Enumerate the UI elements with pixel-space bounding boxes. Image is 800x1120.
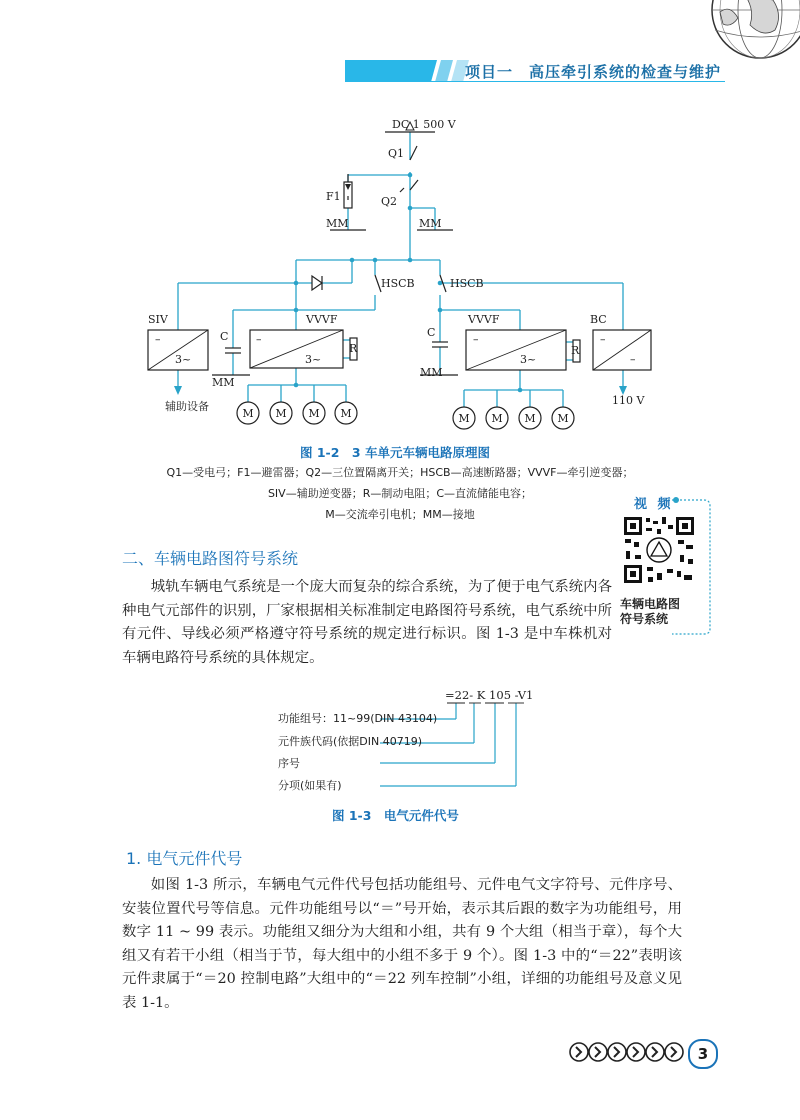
globe-icon bbox=[705, 0, 800, 62]
svg-text:MM: MM bbox=[326, 217, 349, 230]
svg-text:–: – bbox=[256, 333, 262, 346]
svg-text:M: M bbox=[308, 407, 320, 420]
section-2-title: 二、车辆电路图符号系统 bbox=[122, 549, 299, 568]
svg-text:DC 1 500 V: DC 1 500 V bbox=[392, 118, 456, 131]
figure-1-3-item: 元件族代码(依据DIN 40719) bbox=[278, 735, 423, 748]
svg-text:M: M bbox=[242, 407, 254, 420]
video-caption-line: 车辆电路图 bbox=[620, 597, 681, 611]
svg-text:M: M bbox=[491, 412, 503, 425]
svg-text:3~: 3~ bbox=[520, 353, 537, 366]
svg-text:–: – bbox=[600, 333, 606, 346]
svg-text:辅助设备: 辅助设备 bbox=[165, 400, 209, 413]
figure-1-3-item: 功能组号：11~99(DIN 43104) bbox=[278, 712, 438, 725]
svg-text:–: – bbox=[630, 353, 636, 366]
svg-text:M: M bbox=[524, 412, 536, 425]
video-label: 视 频 bbox=[634, 497, 674, 512]
svg-text:Q1: Q1 bbox=[388, 147, 405, 160]
figure-1-3-item: 分项(如果有) bbox=[278, 779, 342, 792]
svg-text:C: C bbox=[220, 330, 229, 343]
svg-text:HSCB: HSCB bbox=[381, 277, 415, 290]
svg-text:M: M bbox=[557, 412, 569, 425]
svg-text:BC: BC bbox=[590, 313, 607, 326]
svg-text:C: C bbox=[427, 326, 436, 339]
video-sidebar bbox=[612, 493, 712, 635]
svg-text:MM: MM bbox=[420, 366, 443, 379]
svg-text:–: – bbox=[473, 333, 479, 346]
svg-text:3~: 3~ bbox=[305, 353, 322, 366]
subsection-1-title: 1. 电气元件代号 bbox=[126, 849, 243, 868]
svg-text:M: M bbox=[340, 407, 352, 420]
svg-text:–: – bbox=[155, 333, 161, 346]
qr-code-icon[interactable] bbox=[622, 515, 696, 585]
figure-1-2-legend-line: SIV—辅助逆变器；R—制动电阻；C—直流储能电容； bbox=[267, 487, 533, 500]
svg-text:HSCB: HSCB bbox=[450, 277, 484, 290]
svg-text:F1: F1 bbox=[326, 190, 341, 203]
running-header-title: 项目一 高压牵引系统的检查与维护 bbox=[465, 63, 722, 81]
figure-1-2-legend-line: M—交流牵引电机；MM—接地 bbox=[325, 508, 475, 521]
forward-arrows-icon bbox=[568, 1040, 684, 1064]
svg-text:VVVF: VVVF bbox=[468, 313, 500, 326]
svg-text:MM: MM bbox=[419, 217, 442, 230]
video-caption-line: 符号系统 bbox=[620, 612, 669, 626]
svg-text:110 V: 110 V bbox=[612, 394, 645, 407]
figure-1-3-caption: 图 1-3 电气元件代号 bbox=[332, 808, 459, 823]
subsection-1-paragraph: 如图 1-3 所示，车辆电气元件代号包括功能组号、元件电气文字符号、元件序号、安装位置代号等信息。元件功能组号以“＝”号开始，表示其后跟的数字为功能组号，用数字 11 ~ 99 表示。功能组又细分为大组和小组，共有 9 个大组（相当于章），每个大组又有若干小组（相当于节，每大组中的小组不多于 9 个）。图 1-3 中的“＝22”表明该元件隶属于“＝20 控制电路”大组中的“＝22 列车控制”小组，详细的功能组号及意义见表 1-1。 bbox=[122, 877, 682, 1011]
svg-text:M: M bbox=[458, 412, 470, 425]
figure-1-2-circuit-diagram bbox=[0, 110, 800, 440]
figure-1-2-legend-line: Q1—受电弓；F1—避雷器；Q2—三位置隔离开关；HSCB—高速断路器；VVVF—牵引逆变器； bbox=[166, 466, 634, 479]
video-caption bbox=[620, 597, 710, 627]
figure-1-2-caption: 图 1-2 3 车单元车辆电路原理图 bbox=[300, 445, 490, 460]
svg-text:MM: MM bbox=[212, 376, 235, 389]
svg-text:R: R bbox=[349, 342, 358, 355]
svg-text:Q2: Q2 bbox=[381, 195, 398, 208]
svg-text:3~: 3~ bbox=[175, 353, 192, 366]
section-2-paragraph: 城轨车辆电气系统是一个庞大而复杂的综合系统，为了便于电气系统内各种电气元部件的识别，厂家根据相关标准制定电路图符号系统，电气系统中所有元件、导线必须严格遵守符号系统的规定进行标识。图 1-3 是中车株机对车辆电路符号系统的具体规定。 bbox=[122, 579, 612, 666]
figure-1-3-item: 序号 bbox=[278, 757, 300, 770]
svg-text:SIV: SIV bbox=[148, 313, 168, 326]
svg-text:M: M bbox=[275, 407, 287, 420]
svg-text:VVVF: VVVF bbox=[306, 313, 338, 326]
svg-text:=22- K 105 -V1: =22- K 105 -V1 bbox=[445, 688, 534, 702]
page-number: 3 bbox=[688, 1039, 718, 1069]
svg-text:R: R bbox=[571, 344, 580, 357]
